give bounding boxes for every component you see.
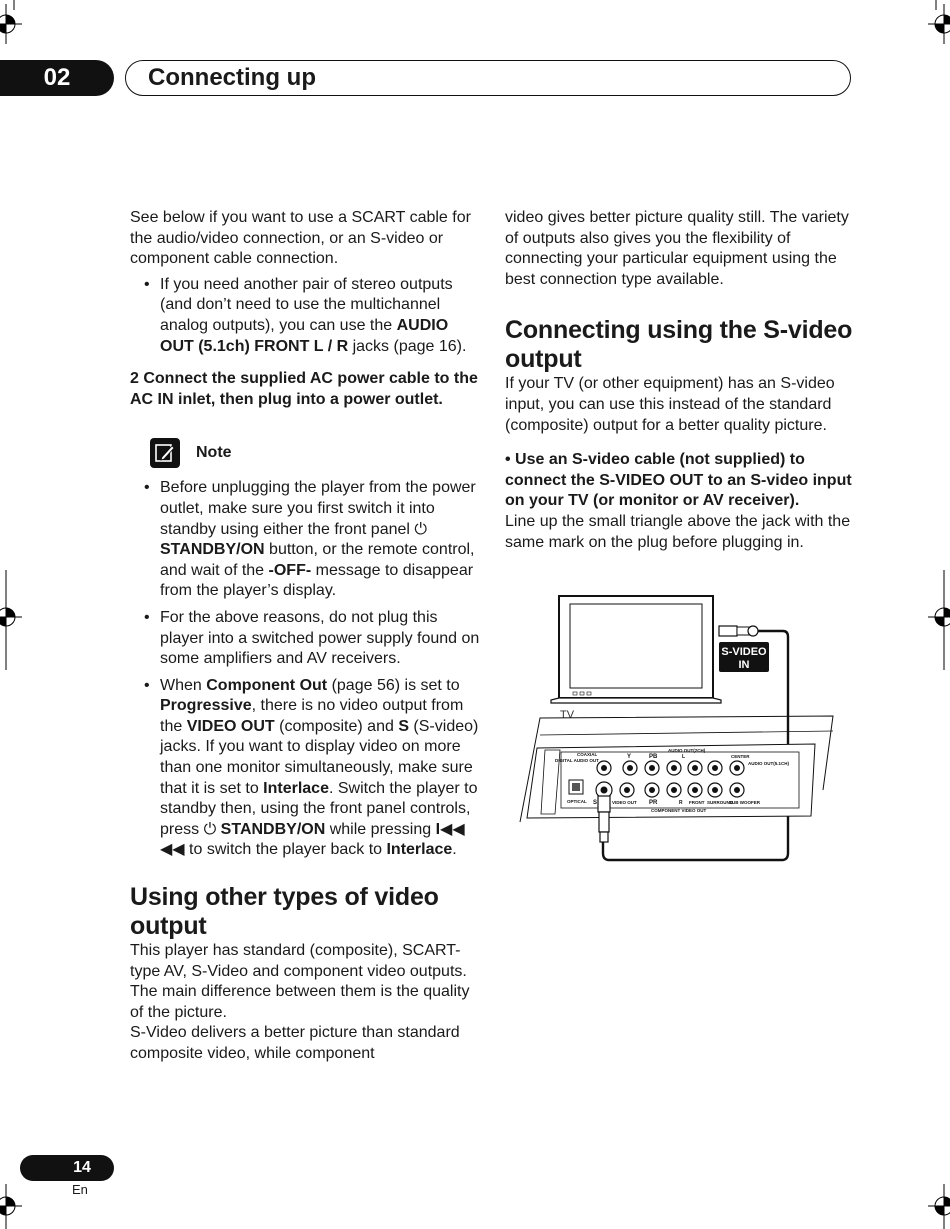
panel-label-component: COMPONENT VIDEO OUT xyxy=(651,808,707,813)
panel-label-sub-woofer: SUB WOOFER xyxy=(729,800,760,805)
note-bullets xyxy=(130,478,480,861)
note-bullet-switched-supply xyxy=(130,608,480,670)
panel-label-s: S xyxy=(593,800,598,806)
continued-paragraph: video gives better picture quality still. The variety of outputs also gives you the flexibility of connecting your particular equipment using the best connection type available. xyxy=(505,209,849,288)
note-bold: S xyxy=(398,717,409,735)
note-bold: Interlace xyxy=(263,779,329,797)
right-column xyxy=(505,208,855,553)
note-header xyxy=(150,438,480,468)
optical-jack-inner xyxy=(572,783,580,791)
page-number-badge xyxy=(20,1155,114,1181)
note-text: message to disappear from the player’s display. xyxy=(160,561,474,600)
svideo-in-plug xyxy=(719,626,758,636)
svideo-plug xyxy=(598,796,610,842)
registration-mark-top-right xyxy=(920,0,950,45)
page-language: En xyxy=(72,1182,88,1197)
section-paragraph: If your TV (or other equipment) has an S-video input, you can use this instead of the standard (composite) output for a better quality picture. xyxy=(505,375,835,434)
note-text: , there is no video output from the xyxy=(160,697,464,735)
note-text: button, or the remote control, and wait of the xyxy=(160,541,475,579)
section-title-other-video: Using other types of video output xyxy=(130,883,439,941)
panel-label-optical: OPTICAL xyxy=(567,799,587,804)
note-bold: Component Out xyxy=(206,676,328,694)
svideo-in-label-line2: IN xyxy=(738,659,750,671)
note-bullet-component-out xyxy=(130,676,480,861)
standby-icon: ⏻ xyxy=(414,520,428,538)
chapter-number-badge xyxy=(0,60,114,96)
note-bold: STANDBY/ON xyxy=(216,820,326,838)
panel-label-r: R xyxy=(679,800,683,806)
note-bold: VIDEO OUT xyxy=(186,717,275,735)
section-paragraph: S-Video delivers a better picture than standard composite video, while component xyxy=(130,1024,460,1062)
note-bold: Interlace xyxy=(386,841,453,859)
tv-illustration xyxy=(551,596,721,703)
left-column xyxy=(130,208,480,1065)
panel-label-front: FRONT xyxy=(689,800,705,805)
note-text: For the above reasons, do not plug this player into a switched power supply found on some amplifiers and AV receivers. xyxy=(160,608,480,668)
pencil-note-icon xyxy=(150,438,180,468)
panel-label-pr: PR xyxy=(649,800,658,806)
note-bold: Progressive xyxy=(160,697,252,715)
note-text: . xyxy=(452,841,457,859)
panel-label-digital: DIGITAL AUDIO OUT xyxy=(555,758,599,763)
note-text: while pressing xyxy=(325,820,436,838)
panel-label-coaxial: COAXIAL xyxy=(577,752,598,757)
chapter-title: Connecting up xyxy=(148,64,316,91)
panel-label-audio-51: AUDIO OUT(5.1CH) xyxy=(748,761,790,766)
registration-mark-mid-right xyxy=(920,570,950,670)
note-bold: -OFF- xyxy=(268,561,312,579)
svideo-connection-diagram xyxy=(515,590,845,870)
panel-label-video-out: VIDEO OUT xyxy=(612,800,637,805)
note-text: When xyxy=(160,676,207,694)
svideo-in-label-line1: S-VIDEO xyxy=(721,646,767,658)
note-text: (S-video) jacks. If you want to display video on more than one monitor simultaneously, make sure that it is set to xyxy=(160,717,479,797)
panel-label-l: L xyxy=(682,754,686,760)
note-text: (page 56) is set to xyxy=(327,676,460,694)
registration-mark-bottom-right xyxy=(920,1184,950,1229)
note-bullet-unplugging xyxy=(130,478,480,602)
panel-label-audio-2ch: AUDIO OUT(2CH) xyxy=(668,748,706,753)
bullet-bold: AUDIO OUT (5.1ch) FRONT L / R xyxy=(160,316,449,355)
chapter-number: 02 xyxy=(43,64,71,91)
bullet-text: If you need another pair of stereo outputs (and don’t need to use the multichannel analog outputs), you can use the xyxy=(160,275,453,334)
registration-mark-bottom-left xyxy=(0,1184,30,1229)
note-text: . Switch the player to standby then, using the front panel controls, press xyxy=(160,779,478,838)
section-paragraph: This player has standard (composite), SCART-type AV, S-Video and component video outputs. The main difference between them is the quality of the picture. xyxy=(130,942,470,1021)
registration-mark-top-left xyxy=(0,0,30,45)
step-2: 2 Connect the supplied AC power cable to the AC IN inlet, then plug into a power outlet. xyxy=(130,370,478,408)
panel-label-pb: PB xyxy=(649,754,658,760)
bullet-text: jacks (page 16). xyxy=(348,337,467,355)
instruction-bullet: • Use an S-video cable (not supplied) to connect the S-VIDEO OUT to an S-video input on your TV (or monitor or AV receiver). xyxy=(505,451,852,510)
note-text: (composite) and xyxy=(274,717,399,735)
instruction-paragraph: Line up the small triangle above the jack with the same mark on the plug before plugging in. xyxy=(505,512,851,551)
section-title-svideo: Connecting using the S-video output xyxy=(505,316,853,374)
note-text: to switch the player back to xyxy=(184,841,387,859)
tv-label: TV xyxy=(560,709,575,721)
intro-paragraph: See below if you want to use a SCART cable for the audio/video connection, or an S-video or component cable connection. xyxy=(130,209,471,268)
panel-label-center: CENTER xyxy=(731,754,750,759)
registration-mark-mid-left xyxy=(0,570,30,670)
page-number: 14 xyxy=(73,1159,91,1176)
note-bold: STANDBY/ON xyxy=(160,541,265,559)
bullet-stereo-outputs xyxy=(130,275,480,357)
intro-bullets xyxy=(130,275,480,357)
panel-label-y: Y xyxy=(627,754,632,760)
skip-reverse-icon: I◀◀ ◀◀ xyxy=(160,820,465,859)
note-label: Note xyxy=(196,444,232,462)
note-text: Before unplugging the player from the power outlet, make sure you first switch it into standby using either the front panel xyxy=(160,479,476,538)
standby-icon: ⏻ xyxy=(203,820,217,838)
panel-label-surround: SURROUND xyxy=(707,800,734,805)
